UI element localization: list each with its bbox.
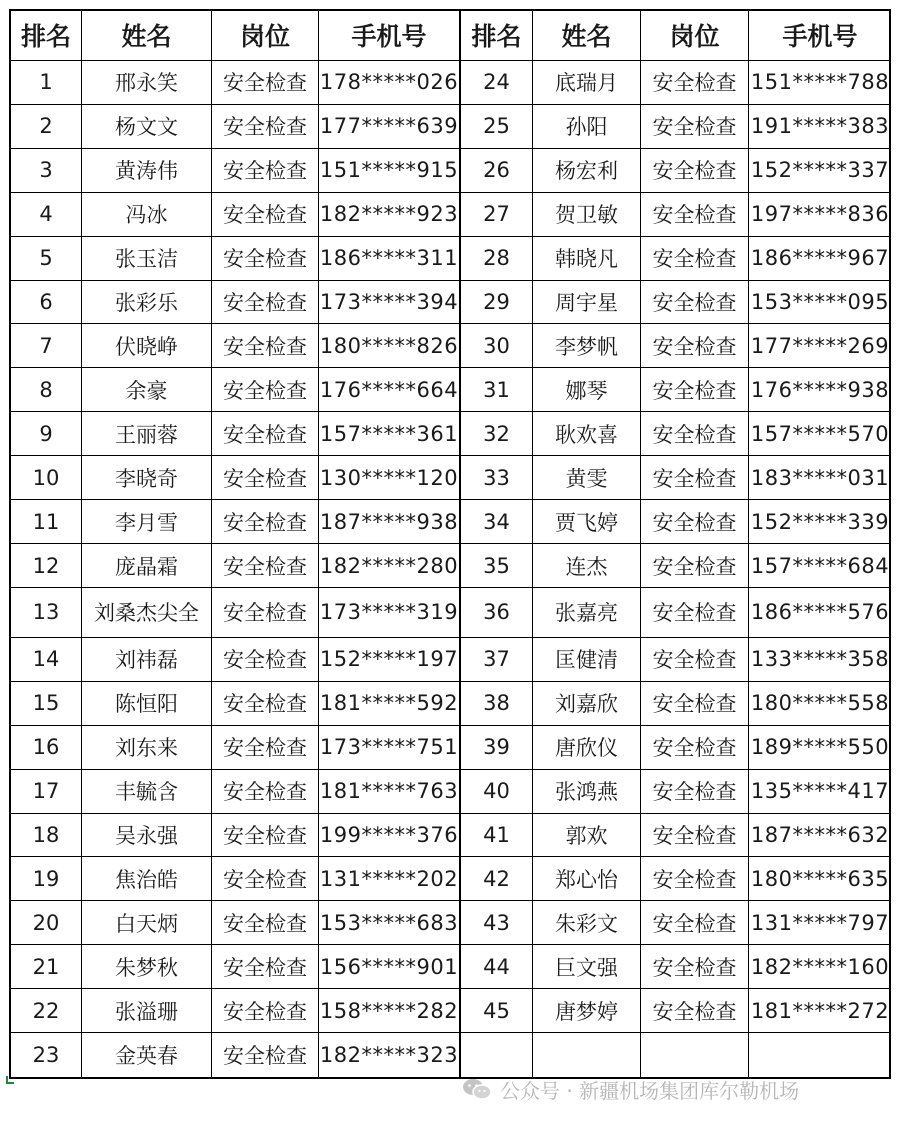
name-cell: 邢永笑 bbox=[82, 61, 212, 104]
header-name: 姓名 bbox=[533, 11, 641, 60]
position-cell: 安全检查 bbox=[641, 588, 749, 637]
phone-cell: 153*****095 bbox=[750, 289, 890, 314]
rank-cell: 28 bbox=[461, 237, 533, 280]
table-row bbox=[11, 544, 459, 588]
rank-cell: 5 bbox=[11, 237, 82, 280]
phone-cell: 157*****684 bbox=[750, 553, 890, 578]
table-row bbox=[461, 989, 891, 1033]
header-position: 岗位 bbox=[212, 11, 319, 60]
name-cell: 娜琴 bbox=[533, 368, 641, 411]
table-row bbox=[11, 682, 459, 726]
phone-cell: 176*****664 bbox=[319, 377, 459, 402]
phone-cell: 180*****826 bbox=[319, 333, 459, 358]
position-cell: 安全检查 bbox=[641, 105, 749, 148]
rank-cell: 27 bbox=[461, 193, 533, 236]
name-cell: 白天炳 bbox=[82, 901, 212, 944]
phone-cell: 151*****788 bbox=[750, 70, 890, 95]
rank-cell: 3 bbox=[11, 149, 82, 192]
table-row bbox=[461, 726, 891, 770]
phone-cell: 135*****417 bbox=[750, 779, 890, 804]
rank-cell: 25 bbox=[461, 105, 533, 148]
name-cell: 郑心怡 bbox=[533, 857, 641, 900]
table-right-half bbox=[461, 11, 891, 1077]
rank-cell: 2 bbox=[11, 105, 82, 148]
phone-cell: 152*****197 bbox=[319, 647, 459, 672]
name-cell: 唐梦婷 bbox=[533, 989, 641, 1032]
phone-cell: 187*****632 bbox=[750, 823, 890, 848]
rank-cell: 26 bbox=[461, 149, 533, 192]
table-left-half bbox=[11, 11, 461, 1077]
position-cell: 安全检查 bbox=[641, 989, 749, 1032]
table-row bbox=[461, 588, 891, 638]
rank-cell: 20 bbox=[11, 901, 82, 944]
table-row bbox=[11, 149, 459, 193]
position-cell: 安全检查 bbox=[212, 770, 319, 813]
phone-cell: 181*****272 bbox=[750, 998, 890, 1023]
position-cell: 安全检查 bbox=[212, 857, 319, 900]
rank-cell: 17 bbox=[11, 770, 82, 813]
position-cell: 安全检查 bbox=[641, 857, 749, 900]
name-cell: 张溢珊 bbox=[82, 989, 212, 1032]
position-cell: 安全检查 bbox=[212, 324, 319, 367]
position-cell: 安全检查 bbox=[641, 456, 749, 499]
name-cell: 黄雯 bbox=[533, 456, 641, 499]
position-cell: 安全检查 bbox=[641, 500, 749, 543]
name-cell: 巨文强 bbox=[533, 945, 641, 988]
position-cell: 安全检查 bbox=[641, 412, 749, 455]
table-row bbox=[11, 945, 459, 989]
position-cell: 安全检查 bbox=[212, 61, 319, 104]
position-cell: 安全检查 bbox=[212, 193, 319, 236]
phone-cell: 197*****836 bbox=[750, 202, 890, 227]
position-cell: 安全检查 bbox=[641, 726, 749, 769]
table-row bbox=[11, 726, 459, 770]
header-rank: 排名 bbox=[461, 11, 533, 60]
name-cell: 焦治皓 bbox=[82, 857, 212, 900]
table-row bbox=[11, 1033, 459, 1077]
rank-cell: 33 bbox=[461, 456, 533, 499]
table-row bbox=[461, 857, 891, 901]
table-row bbox=[11, 324, 459, 368]
phone-cell: 180*****558 bbox=[750, 691, 890, 716]
position-cell: 安全检查 bbox=[212, 544, 319, 587]
rank-cell: 18 bbox=[11, 814, 82, 857]
phone-cell: 176*****938 bbox=[750, 377, 890, 402]
table-row bbox=[461, 682, 891, 726]
wechat-icon bbox=[462, 1078, 492, 1100]
name-cell: 刘东来 bbox=[82, 726, 212, 769]
watermark-text: 公众号 · 新疆机场集团库尔勒机场 bbox=[500, 1078, 800, 1103]
position-cell: 安全检查 bbox=[641, 237, 749, 280]
table-row bbox=[461, 456, 891, 500]
phone-cell: 152*****337 bbox=[750, 158, 890, 183]
header-row bbox=[11, 11, 459, 61]
rank-cell: 38 bbox=[461, 682, 533, 725]
rank-cell: 7 bbox=[11, 324, 82, 367]
phone-cell: 186*****311 bbox=[319, 246, 459, 271]
name-cell: 张鸿燕 bbox=[533, 770, 641, 813]
table-row bbox=[11, 281, 459, 325]
rank-cell: 11 bbox=[11, 500, 82, 543]
table-row bbox=[461, 149, 891, 193]
table-row bbox=[461, 901, 891, 945]
header-phone: 手机号 bbox=[351, 22, 427, 52]
table-row bbox=[11, 368, 459, 412]
phone-cell: 177*****269 bbox=[750, 333, 890, 358]
position-cell: 安全检查 bbox=[641, 945, 749, 988]
rank-cell: 15 bbox=[11, 682, 82, 725]
table-row bbox=[11, 193, 459, 237]
table-row bbox=[461, 105, 891, 149]
table-row bbox=[461, 412, 891, 456]
header-phone: 手机号 bbox=[782, 22, 858, 52]
rank-cell: 32 bbox=[461, 412, 533, 455]
table-row bbox=[461, 638, 891, 682]
table-row bbox=[11, 770, 459, 814]
phone-cell: 158*****282 bbox=[319, 998, 459, 1023]
rank-cell: 19 bbox=[11, 857, 82, 900]
position-cell: 安全检查 bbox=[212, 901, 319, 944]
ranking-table bbox=[9, 9, 891, 1079]
position-cell: 安全检查 bbox=[641, 149, 749, 192]
name-cell: 贾飞婷 bbox=[533, 500, 641, 543]
position-cell: 安全检查 bbox=[212, 456, 319, 499]
phone-cell: 178*****026 bbox=[319, 70, 459, 95]
position-cell: 安全检查 bbox=[212, 989, 319, 1032]
phone-cell: 131*****202 bbox=[319, 866, 459, 891]
table-row bbox=[461, 193, 891, 237]
phone-cell: 157*****570 bbox=[750, 421, 890, 446]
phone-cell: 187*****938 bbox=[319, 509, 459, 534]
phone-cell: 186*****967 bbox=[750, 246, 890, 271]
position-cell: 安全检查 bbox=[641, 324, 749, 367]
rank-cell: 21 bbox=[11, 945, 82, 988]
name-cell: 吴永强 bbox=[82, 814, 212, 857]
header-name: 姓名 bbox=[82, 11, 212, 60]
position-cell: 安全检查 bbox=[641, 814, 749, 857]
name-cell: 匡健清 bbox=[533, 638, 641, 681]
table-row bbox=[461, 544, 891, 588]
name-cell: 张彩乐 bbox=[82, 281, 212, 324]
name-cell: 金英春 bbox=[82, 1033, 212, 1077]
table-row bbox=[11, 989, 459, 1033]
name-cell: 刘嘉欣 bbox=[533, 682, 641, 725]
table-row bbox=[461, 770, 891, 814]
phone-cell: 153*****683 bbox=[319, 910, 459, 935]
name-cell: 郭欢 bbox=[533, 814, 641, 857]
position-cell: 安全检查 bbox=[212, 945, 319, 988]
rank-cell: 35 bbox=[461, 544, 533, 587]
position-cell: 安全检查 bbox=[641, 281, 749, 324]
position-cell: 安全检查 bbox=[212, 105, 319, 148]
position-cell: 安全检查 bbox=[212, 638, 319, 681]
name-cell bbox=[533, 1033, 641, 1077]
name-cell: 杨宏利 bbox=[533, 149, 641, 192]
phone-cell bbox=[749, 1033, 891, 1077]
phone-cell: 157*****361 bbox=[319, 421, 459, 446]
rank-cell: 10 bbox=[11, 456, 82, 499]
phone-cell: 130*****120 bbox=[319, 465, 459, 490]
table-row bbox=[461, 814, 891, 858]
table-row bbox=[11, 638, 459, 682]
phone-cell: 182*****323 bbox=[319, 1043, 459, 1068]
rank-cell: 6 bbox=[11, 281, 82, 324]
rank-cell: 45 bbox=[461, 989, 533, 1032]
phone-cell: 151*****915 bbox=[319, 158, 459, 183]
rank-cell: 36 bbox=[461, 588, 533, 637]
name-cell: 陈恒阳 bbox=[82, 682, 212, 725]
phone-cell: 183*****031 bbox=[750, 465, 890, 490]
name-cell: 黄涛伟 bbox=[82, 149, 212, 192]
name-cell: 孙阳 bbox=[533, 105, 641, 148]
table-row bbox=[11, 857, 459, 901]
name-cell: 余豪 bbox=[82, 368, 212, 411]
rank-cell: 8 bbox=[11, 368, 82, 411]
phone-cell: 131*****797 bbox=[750, 910, 890, 935]
table-row bbox=[11, 61, 459, 105]
table-row bbox=[461, 945, 891, 989]
name-cell: 朱梦秋 bbox=[82, 945, 212, 988]
name-cell: 李月雪 bbox=[82, 500, 212, 543]
rank-cell: 1 bbox=[11, 61, 82, 104]
position-cell: 安全检查 bbox=[641, 901, 749, 944]
position-cell: 安全检查 bbox=[212, 726, 319, 769]
table-row bbox=[11, 456, 459, 500]
position-cell: 安全检查 bbox=[641, 544, 749, 587]
position-cell bbox=[641, 1033, 749, 1077]
rank-cell: 13 bbox=[11, 588, 82, 637]
position-cell: 安全检查 bbox=[212, 814, 319, 857]
table-row bbox=[11, 814, 459, 858]
name-cell: 耿欢喜 bbox=[533, 412, 641, 455]
name-cell: 庞晶霜 bbox=[82, 544, 212, 587]
table-row bbox=[461, 61, 891, 105]
position-cell: 安全检查 bbox=[212, 281, 319, 324]
phone-cell: 181*****592 bbox=[319, 691, 459, 716]
table-row bbox=[461, 237, 891, 281]
rank-cell: 34 bbox=[461, 500, 533, 543]
rank-cell: 37 bbox=[461, 638, 533, 681]
position-cell: 安全检查 bbox=[641, 770, 749, 813]
position-cell: 安全检查 bbox=[212, 500, 319, 543]
rank-cell: 39 bbox=[461, 726, 533, 769]
name-cell: 刘祎磊 bbox=[82, 638, 212, 681]
phone-cell: 152*****339 bbox=[750, 509, 890, 534]
position-cell: 安全检查 bbox=[641, 61, 749, 104]
table-row bbox=[461, 281, 891, 325]
phone-cell: 177*****639 bbox=[319, 114, 459, 139]
phone-cell: 199*****376 bbox=[319, 823, 459, 848]
name-cell: 贺卫敏 bbox=[533, 193, 641, 236]
table-row bbox=[11, 500, 459, 544]
name-cell: 连杰 bbox=[533, 544, 641, 587]
phone-cell: 186*****576 bbox=[750, 600, 890, 625]
rank-cell: 29 bbox=[461, 281, 533, 324]
rank-cell: 30 bbox=[461, 324, 533, 367]
name-cell: 张嘉亮 bbox=[533, 588, 641, 637]
header-rank: 排名 bbox=[11, 11, 82, 60]
position-cell: 安全检查 bbox=[641, 682, 749, 725]
position-cell: 安全检查 bbox=[212, 588, 319, 637]
table-row bbox=[11, 412, 459, 456]
position-cell: 安全检查 bbox=[641, 368, 749, 411]
rank-cell: 31 bbox=[461, 368, 533, 411]
rank-cell: 14 bbox=[11, 638, 82, 681]
position-cell: 安全检查 bbox=[212, 682, 319, 725]
name-cell: 朱彩文 bbox=[533, 901, 641, 944]
phone-cell: 133*****358 bbox=[750, 647, 890, 672]
position-cell: 安全检查 bbox=[212, 1033, 319, 1077]
rank-cell: 12 bbox=[11, 544, 82, 587]
name-cell: 张玉洁 bbox=[82, 237, 212, 280]
rank-cell: 4 bbox=[11, 193, 82, 236]
table-row bbox=[11, 105, 459, 149]
rank-cell bbox=[461, 1033, 533, 1077]
rank-cell: 9 bbox=[11, 412, 82, 455]
name-cell: 李晓奇 bbox=[82, 456, 212, 499]
position-cell: 安全检查 bbox=[641, 193, 749, 236]
name-cell: 韩晓凡 bbox=[533, 237, 641, 280]
position-cell: 安全检查 bbox=[212, 237, 319, 280]
phone-cell: 182*****923 bbox=[319, 202, 459, 227]
position-cell: 安全检查 bbox=[212, 149, 319, 192]
table-row bbox=[461, 1033, 891, 1077]
phone-cell: 173*****394 bbox=[319, 289, 459, 314]
position-cell: 安全检查 bbox=[212, 412, 319, 455]
position-cell: 安全检查 bbox=[641, 638, 749, 681]
phone-cell: 182*****280 bbox=[319, 553, 459, 578]
name-cell: 底瑞月 bbox=[533, 61, 641, 104]
phone-cell: 156*****901 bbox=[319, 954, 459, 979]
table-row bbox=[11, 901, 459, 945]
name-cell: 唐欣仪 bbox=[533, 726, 641, 769]
table-row bbox=[461, 500, 891, 544]
header-row bbox=[461, 11, 891, 61]
rank-cell: 43 bbox=[461, 901, 533, 944]
rank-cell: 24 bbox=[461, 61, 533, 104]
rank-cell: 22 bbox=[11, 989, 82, 1032]
name-cell: 李梦帆 bbox=[533, 324, 641, 367]
phone-cell: 182*****160 bbox=[750, 954, 890, 979]
table-row bbox=[11, 588, 459, 638]
name-cell: 周宇星 bbox=[533, 281, 641, 324]
table-row bbox=[11, 237, 459, 281]
name-cell: 冯冰 bbox=[82, 193, 212, 236]
name-cell: 王丽蓉 bbox=[82, 412, 212, 455]
rank-cell: 42 bbox=[461, 857, 533, 900]
rank-cell: 23 bbox=[11, 1033, 82, 1077]
name-cell: 杨文文 bbox=[82, 105, 212, 148]
phone-cell: 180*****635 bbox=[750, 866, 890, 891]
cell-selection-marker bbox=[6, 1076, 14, 1084]
header-position: 岗位 bbox=[641, 11, 749, 60]
watermark bbox=[462, 1073, 799, 1105]
phone-cell: 173*****751 bbox=[319, 735, 459, 760]
name-cell: 丰毓含 bbox=[82, 770, 212, 813]
rank-cell: 40 bbox=[461, 770, 533, 813]
table-row bbox=[461, 368, 891, 412]
rank-cell: 44 bbox=[461, 945, 533, 988]
name-cell: 伏晓峥 bbox=[82, 324, 212, 367]
phone-cell: 173*****319 bbox=[319, 600, 459, 625]
table-row bbox=[461, 324, 891, 368]
rank-cell: 41 bbox=[461, 814, 533, 857]
phone-cell: 189*****550 bbox=[750, 735, 890, 760]
rank-cell: 16 bbox=[11, 726, 82, 769]
position-cell: 安全检查 bbox=[212, 368, 319, 411]
phone-cell: 191*****383 bbox=[750, 114, 890, 139]
name-cell: 刘桑杰尖全 bbox=[82, 588, 212, 637]
phone-cell: 181*****763 bbox=[319, 779, 459, 804]
